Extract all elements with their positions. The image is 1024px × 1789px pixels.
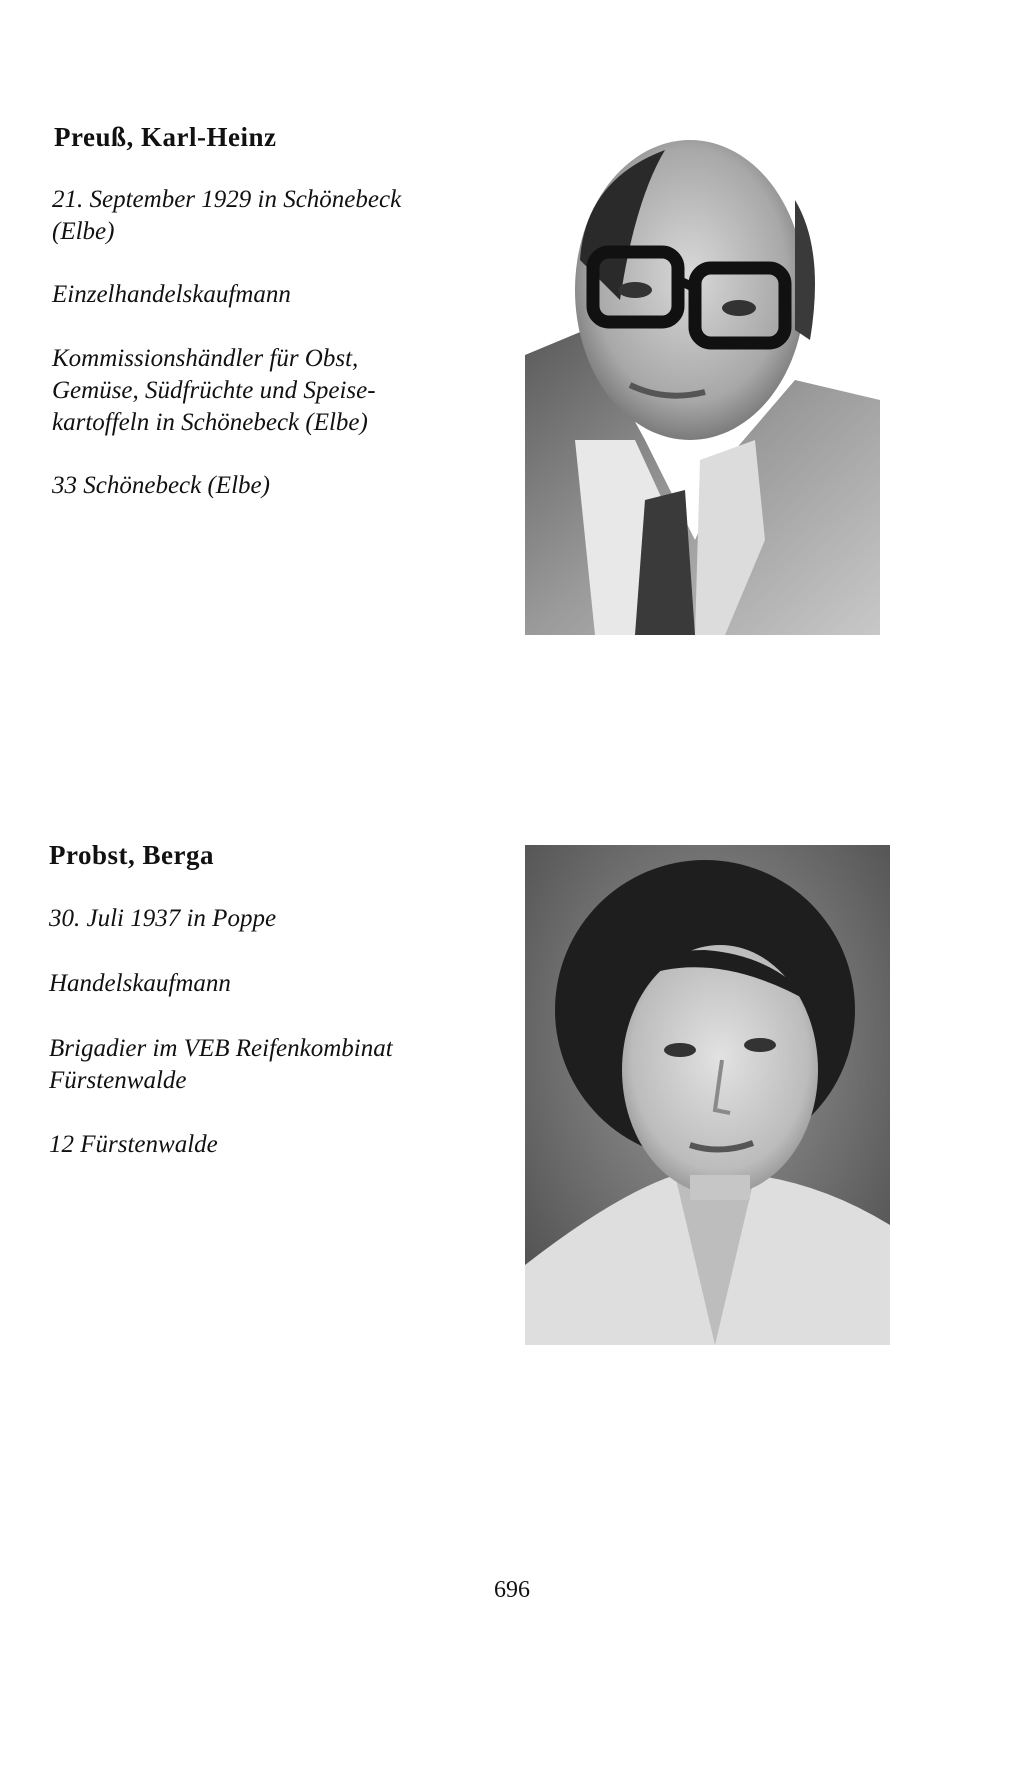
- position-line: Gemüse, Südfrüchte und Speise-: [52, 377, 376, 404]
- position-line: Brigadier im VEB Reifenkombinat: [49, 1035, 393, 1062]
- position-line: Fürstenwalde: [49, 1067, 187, 1094]
- position-line: Kommissionshändler für Obst,: [52, 345, 359, 372]
- occupation: Einzelhandelskaufmann: [52, 281, 291, 308]
- portrait-photo: [525, 845, 890, 1345]
- biography-entry-probst: [0, 840, 1024, 1400]
- entry-name: Probst, Berga: [49, 840, 214, 870]
- birth-line: 21. September 1929 in Schönebeck: [52, 186, 402, 213]
- occupation: Handelskaufmann: [49, 970, 231, 997]
- birth-line-continued: (Elbe): [52, 218, 115, 245]
- birth-line: 30. Juli 1937 in Poppe: [49, 905, 277, 932]
- entry-name: Preuß, Karl-Heinz: [54, 122, 277, 152]
- portrait-man-image: [525, 140, 880, 635]
- biography-entry-preuss: [0, 0, 1024, 700]
- constituency: 33 Schönebeck (Elbe): [52, 472, 270, 499]
- constituency: 12 Fürstenwalde: [49, 1131, 218, 1158]
- page-number: 696: [494, 1577, 530, 1603]
- position-line: kartoffeln in Schönebeck (Elbe): [52, 409, 368, 436]
- portrait-woman-image: [525, 845, 890, 1345]
- portrait-photo: [525, 140, 880, 635]
